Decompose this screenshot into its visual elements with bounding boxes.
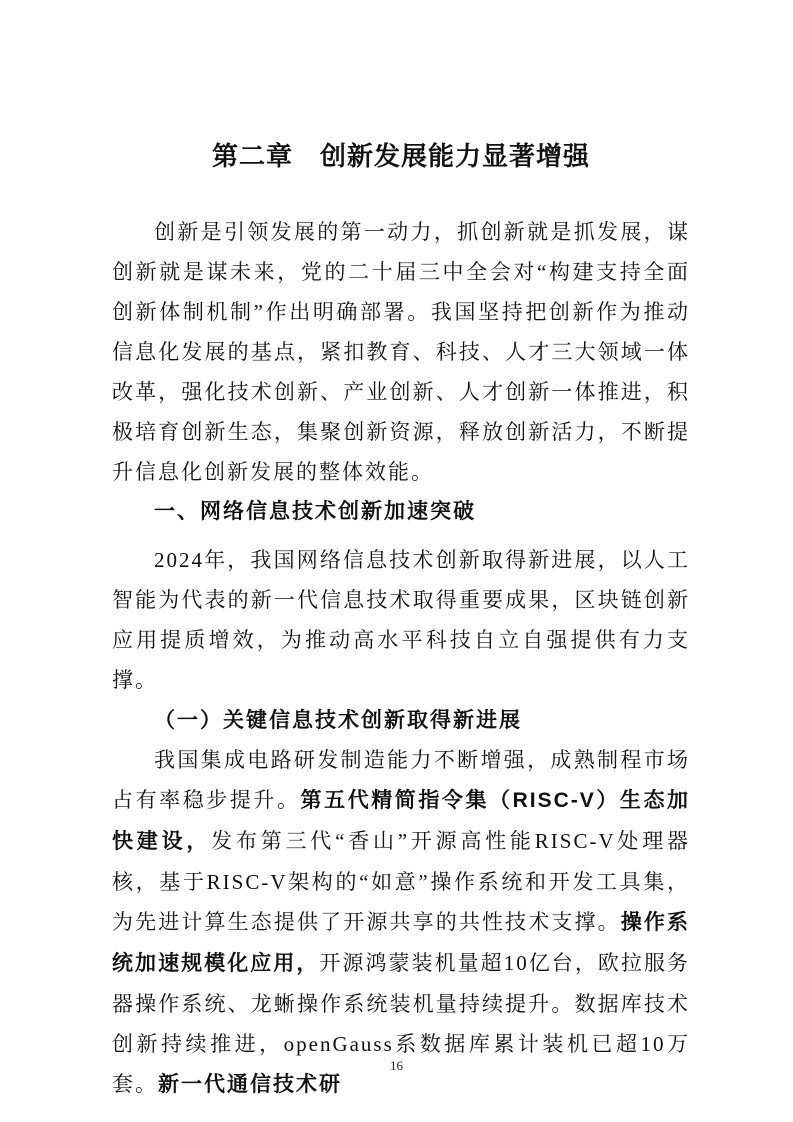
bold-text-run: 第五代精简指令集（RISC-V）生态加快建设， — [112, 789, 691, 853]
page-content — [112, 136, 690, 1105]
bold-text-run: 操作系统加速规模化应用， — [112, 911, 690, 975]
section-heading-1: 一、网络信息技术创新加速突破 — [154, 500, 476, 523]
text-run: 发布第三代“香山”开源高性能RISC-V处理器核，基于RISC-V架构的“如意”操作系统和开发工具集，为先进计算生态提供了开源共享的共性技术支撑。 — [112, 829, 690, 934]
section-1-paragraph: 2024年，我国网络信息技术创新取得新进展，以人工智能为代表的新一代信息技术取得重要成果，区块链创新应用提质增效，为推动高水平科技自立自强提供有力支撑。 — [112, 548, 690, 692]
text-run: 开源鸿蒙装机量超10亿台，欧拉服务器操作系统、龙蜥操作系统装机量持续提升。数据库技术创新持续推进，openGauss系数据库累计装机已超10万套。 — [112, 951, 690, 1096]
text-run: 我国集成电路研发制造能力不断增强，成熟制程市场占有率稳步提升。 — [112, 748, 690, 812]
intro-paragraph: 创新是引领发展的第一动力，抓创新就是抓发展，谋创新就是谋未来，党的二十届三中全会对“构建支持全面创新体制机制”作出明确部署。我国坚持把创新作为推动信息化发展的基点，紧扣教育、科技、人才三大领域一体改革，强化技术创新、产业创新、人才创新一体推进，积极培育创新生态，集聚创新资源，释放创新活力，不断提升信息化创新发展的整体效能。 — [112, 220, 690, 484]
bold-text-run: 新一代通信技术研 — [158, 1073, 342, 1096]
chapter-title: 第二章 创新发展能力显著增强 — [211, 141, 590, 171]
subsection-1-paragraph — [112, 740, 690, 1105]
subsection-heading-1: （一）关键信息技术创新取得新进展 — [154, 708, 522, 732]
page-number: 16 — [390, 1058, 403, 1073]
